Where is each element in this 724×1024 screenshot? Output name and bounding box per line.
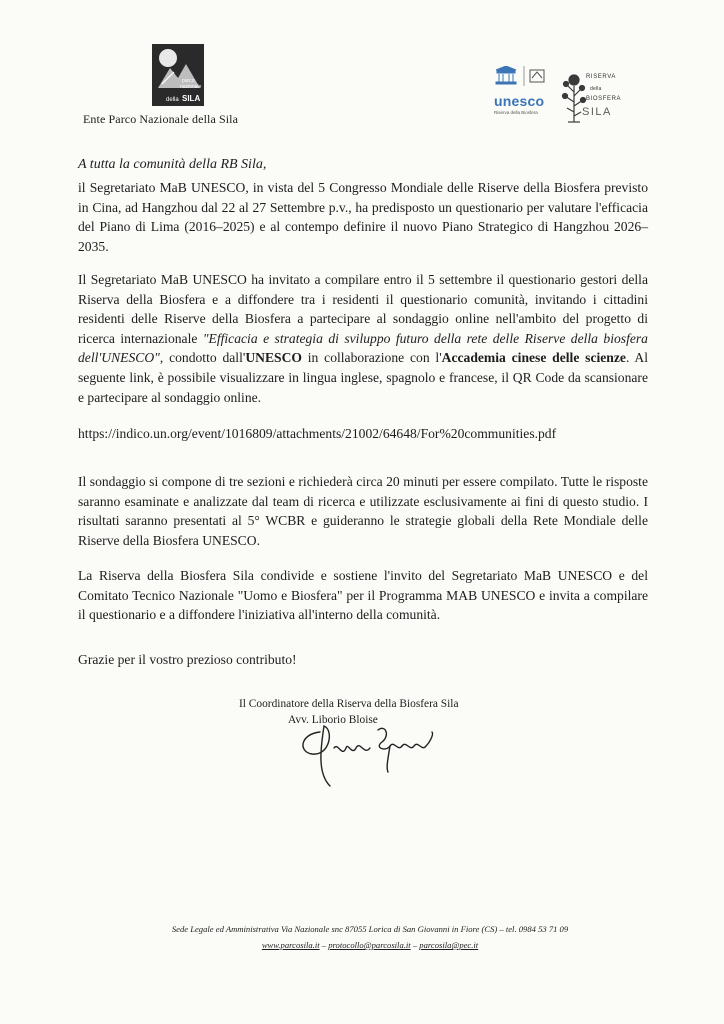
academy-bold: Accademia cinese delle scienze bbox=[441, 350, 626, 366]
unesco-subtitle: Riserva della Biosfera bbox=[494, 110, 538, 115]
paragraph-2-text-d: . Al seguente link, è possibile visualizzare in lingua inglese, spagnolo e francese, il QR Code da scansionare e partecipare al sondaggio online. bbox=[78, 350, 648, 405]
paragraph-2 bbox=[78, 270, 648, 407]
biosfera-sila-label: SILA bbox=[582, 106, 612, 118]
paragraph-2-text-a: Il Segretariato MaB UNESCO ha invitato a compilare entro il 5 settembre il questionario gestori della Riserva della Biosfera e a diffondere tra i residenti il questionario comunità, invitando i cittadini residenti delle Riserve della Biosfera a partecipare al sondaggio online nell'ambito del progetto di ricerca internazionale bbox=[78, 272, 648, 346]
unesco-bold: UNESCO bbox=[245, 350, 302, 366]
biosfera-riserva-label: RISERVA bbox=[586, 74, 616, 80]
footer-separator: – bbox=[319, 940, 329, 950]
park-logo-icon bbox=[152, 44, 204, 106]
footer-address: Sede Legale ed Amministrativa Via Nazionale snc 87055 Lorica di San Giovanni in Fiore (CS) – tel. 0984 53 71 09 bbox=[171, 924, 569, 934]
unesco-wordmark: unesco bbox=[494, 93, 545, 109]
salutation: A tutta la comunità della RB Sila, bbox=[78, 157, 267, 172]
footer-website-link[interactable]: www.parcosila.it bbox=[261, 940, 320, 950]
paragraph-5: La Riserva della Biosfera Sila condivide e sostiene l'invito del Segretariato MaB UNESCO e del Comitato Tecnico Nazionale "Uomo e Biosfera" per il Programma MAB UNESCO e invita a compilare il questionario e a diffondere l'iniziativa all'interno della comunità. bbox=[78, 568, 648, 623]
park-name: Ente Parco Nazionale della Sila bbox=[83, 112, 239, 126]
footer-email-link[interactable]: protocollo@parcosila.it bbox=[328, 940, 411, 950]
paragraph-1: il Segretariato MaB UNESCO, in vista del 5 Congresso Mondiale delle Riserve della Biosfera previsto in Cina, ad Hangzhou dal 22 al 27 Settembre p.v., ha predisposto un questionario per valutare l'efficacia del Piano di Lima (2016–2025) e al contempo definire il nuovo Piano Strategico di Hangzhou 2026–2035. bbox=[78, 180, 648, 254]
svg-text:parco: parco bbox=[182, 78, 195, 84]
footer-contacts bbox=[90, 940, 650, 950]
svg-text:nazionale: nazionale bbox=[180, 84, 202, 90]
svg-text:SILA: SILA bbox=[182, 94, 201, 103]
paragraph-4: Il sondaggio si compone di tre sezioni e richiederà circa 20 minuti per essere compilato. Tutte le risposte saranno esaminate e analizzate dal team di ricerca e utilizzate esclusivamente ai fini di questo studio. I risultati saranno presentati al 5° WCBR e guideranno le strategie globali della Rete Mondiale delle Riserve della Biosfera UNESCO. bbox=[78, 474, 648, 548]
footer-separator: – bbox=[410, 940, 420, 950]
signatory-title: Il Coordinatore della Riserva della Biosfera Sila bbox=[239, 698, 459, 710]
biosfera-della-label: della bbox=[590, 86, 602, 92]
paragraph-2-text-b: , condotto dall' bbox=[159, 350, 246, 366]
paragraph-2-text-c: in collaborazione con l' bbox=[301, 350, 442, 366]
closing-thanks: Grazie per il vostro prezioso contributo! bbox=[78, 652, 297, 667]
footer-pec-link[interactable]: parcosila@pec.it bbox=[419, 940, 479, 950]
project-title: "Efficacia e strategia di sviluppo futuro della rete delle Riserve della biosfera dell'UNESCO" bbox=[78, 330, 648, 366]
svg-text:della: della bbox=[166, 97, 179, 103]
survey-link[interactable]: https://indico.un.org/event/1016809/attachments/21002/64648/For%20communities.pdf bbox=[78, 426, 557, 441]
signatory-name: Avv. Liborio Bloise bbox=[288, 714, 378, 726]
biosfera-biosfera-label: BIOSFERA bbox=[586, 96, 622, 102]
handwritten-signature bbox=[290, 712, 460, 792]
